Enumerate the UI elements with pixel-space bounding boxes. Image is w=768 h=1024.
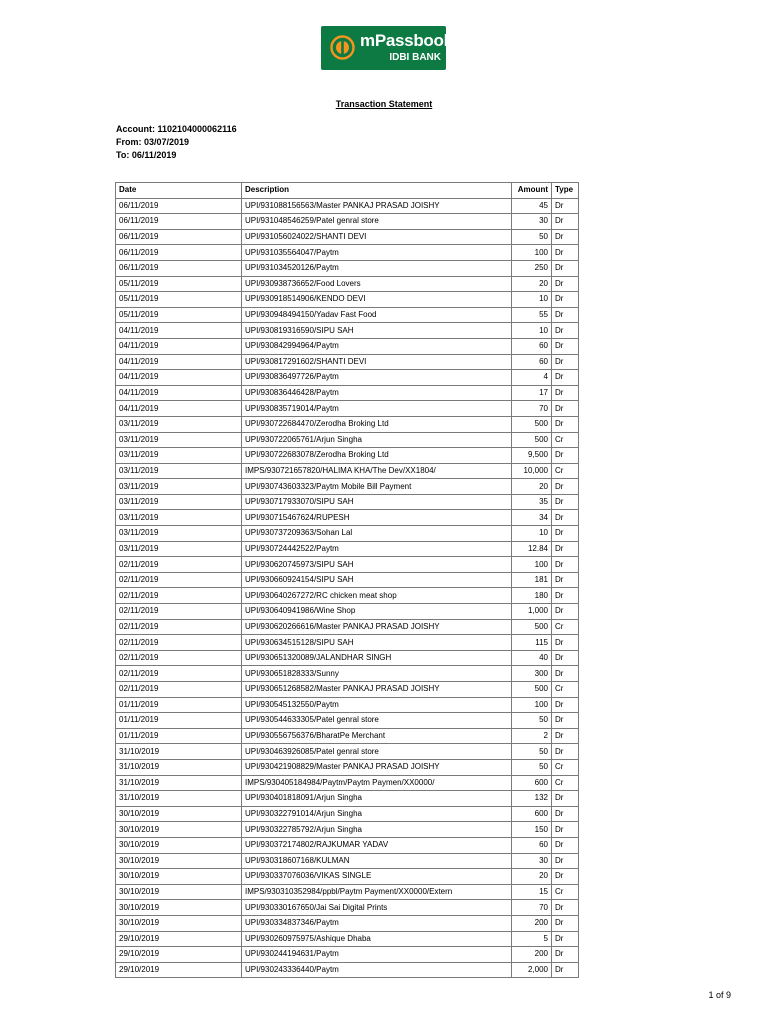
period-to: To: 06/11/2019 xyxy=(116,150,177,160)
table-row xyxy=(116,385,579,401)
cell-amount: 30 xyxy=(512,853,552,869)
cell-description: UPI/930819316590/SIPU SAH xyxy=(242,323,512,339)
cell-description: UPI/930620266616/Master PANKAJ PRASAD JOISHY xyxy=(242,619,512,635)
cell-date: 06/11/2019 xyxy=(116,260,242,276)
cell-description: UPI/930318607168/KULMAN xyxy=(242,853,512,869)
cell-date: 30/10/2019 xyxy=(116,869,242,885)
table-row xyxy=(116,292,579,308)
cell-type: Dr xyxy=(552,650,579,666)
cell-date: 03/11/2019 xyxy=(116,479,242,495)
account-number: Account: 1102104000062116 xyxy=(116,124,237,134)
cell-amount: 10 xyxy=(512,292,552,308)
cell-description: UPI/930322791014/Arjun Singha xyxy=(242,806,512,822)
cell-type: Dr xyxy=(552,292,579,308)
table-row xyxy=(116,416,579,432)
table-row xyxy=(116,806,579,822)
cell-amount: 500 xyxy=(512,432,552,448)
table-row xyxy=(116,276,579,292)
cell-type: Dr xyxy=(552,479,579,495)
cell-type: Dr xyxy=(552,588,579,604)
column-header-description: Description xyxy=(242,183,512,199)
cell-amount: 50 xyxy=(512,759,552,775)
cell-description: UPI/931034520126/Paytm xyxy=(242,260,512,276)
table-row xyxy=(116,837,579,853)
cell-type: Cr xyxy=(552,619,579,635)
table-row xyxy=(116,401,579,417)
period-from: From: 03/07/2019 xyxy=(116,137,190,147)
cell-amount: 500 xyxy=(512,682,552,698)
table-row xyxy=(116,354,579,370)
cell-type: Dr xyxy=(552,385,579,401)
transaction-rows xyxy=(116,198,579,978)
table-row xyxy=(116,245,579,261)
cell-description: UPI/930717933070/SIPU SAH xyxy=(242,494,512,510)
cell-type: Dr xyxy=(552,962,579,978)
cell-description: UPI/930722683078/Zerodha Broking Ltd xyxy=(242,448,512,464)
cell-type: Dr xyxy=(552,276,579,292)
cell-amount: 200 xyxy=(512,947,552,963)
cell-amount: 100 xyxy=(512,245,552,261)
cell-amount: 10 xyxy=(512,323,552,339)
cell-date: 29/10/2019 xyxy=(116,962,242,978)
table-row xyxy=(116,229,579,245)
cell-date: 02/11/2019 xyxy=(116,635,242,651)
column-header-date: Date xyxy=(116,183,242,199)
table-row xyxy=(116,666,579,682)
cell-type: Dr xyxy=(552,853,579,869)
cell-description: UPI/930322785792/Arjun Singha xyxy=(242,822,512,838)
cell-amount: 35 xyxy=(512,494,552,510)
cell-description: UPI/930660924154/SIPU SAH xyxy=(242,572,512,588)
cell-description: UPI/930545132550/Paytm xyxy=(242,697,512,713)
cell-description: UPI/930743603323/Paytm Mobile Bill Payment xyxy=(242,479,512,495)
table-row xyxy=(116,260,579,276)
table-row xyxy=(116,588,579,604)
cell-date: 30/10/2019 xyxy=(116,806,242,822)
cell-type: Dr xyxy=(552,245,579,261)
cell-amount: 1,000 xyxy=(512,604,552,620)
cell-date: 03/11/2019 xyxy=(116,510,242,526)
cell-description: UPI/930372174802/RAJKUMAR YADAV xyxy=(242,837,512,853)
cell-amount: 45 xyxy=(512,198,552,214)
cell-date: 03/11/2019 xyxy=(116,416,242,432)
cell-type: Dr xyxy=(552,557,579,573)
cell-description: UPI/930842994964/Paytm xyxy=(242,338,512,354)
cell-date: 30/10/2019 xyxy=(116,837,242,853)
cell-type: Dr xyxy=(552,354,579,370)
mpassbook-logo xyxy=(321,26,453,70)
cell-date: 05/11/2019 xyxy=(116,276,242,292)
cell-type: Dr xyxy=(552,947,579,963)
cell-date: 04/11/2019 xyxy=(116,338,242,354)
column-header-amount: Amount xyxy=(512,183,552,199)
cell-type: Dr xyxy=(552,541,579,557)
cell-type: Dr xyxy=(552,198,579,214)
table-row xyxy=(116,635,579,651)
table-row xyxy=(116,557,579,573)
cell-date: 04/11/2019 xyxy=(116,385,242,401)
cell-date: 02/11/2019 xyxy=(116,588,242,604)
cell-date: 06/11/2019 xyxy=(116,245,242,261)
cell-type: Cr xyxy=(552,463,579,479)
cell-amount: 181 xyxy=(512,572,552,588)
table-row xyxy=(116,947,579,963)
cell-type: Dr xyxy=(552,370,579,386)
cell-date: 31/10/2019 xyxy=(116,759,242,775)
cell-date: 05/11/2019 xyxy=(116,307,242,323)
cell-type: Cr xyxy=(552,884,579,900)
cell-description: UPI/930544633305/Patel genral store xyxy=(242,713,512,729)
table-row xyxy=(116,853,579,869)
cell-date: 29/10/2019 xyxy=(116,947,242,963)
cell-amount: 600 xyxy=(512,806,552,822)
cell-type: Dr xyxy=(552,604,579,620)
cell-amount: 132 xyxy=(512,791,552,807)
cell-amount: 40 xyxy=(512,650,552,666)
cell-type: Dr xyxy=(552,510,579,526)
cell-type: Dr xyxy=(552,494,579,510)
table-row xyxy=(116,650,579,666)
cell-description: UPI/930722065761/Arjun Singha xyxy=(242,432,512,448)
cell-date: 30/10/2019 xyxy=(116,853,242,869)
cell-type: Dr xyxy=(552,822,579,838)
cell-date: 03/11/2019 xyxy=(116,432,242,448)
cell-amount: 50 xyxy=(512,229,552,245)
cell-amount: 50 xyxy=(512,744,552,760)
cell-type: Dr xyxy=(552,806,579,822)
cell-type: Dr xyxy=(552,931,579,947)
cell-description: UPI/930401818091/Arjun Singha xyxy=(242,791,512,807)
cell-description: UPI/931088156563/Master PANKAJ PRASAD JOISHY xyxy=(242,198,512,214)
table-header-row xyxy=(116,183,579,199)
cell-amount: 20 xyxy=(512,869,552,885)
cell-type: Dr xyxy=(552,713,579,729)
cell-date: 03/11/2019 xyxy=(116,541,242,557)
cell-description: UPI/930334837346/Paytm xyxy=(242,915,512,931)
table-row xyxy=(116,791,579,807)
cell-description: UPI/930651828333/Sunny xyxy=(242,666,512,682)
table-row xyxy=(116,307,579,323)
cell-description: UPI/930620745973/SIPU SAH xyxy=(242,557,512,573)
table-row xyxy=(116,198,579,214)
cell-type: Dr xyxy=(552,214,579,230)
cell-amount: 50 xyxy=(512,713,552,729)
cell-date: 31/10/2019 xyxy=(116,744,242,760)
table-row xyxy=(116,510,579,526)
cell-amount: 17 xyxy=(512,385,552,401)
table-row xyxy=(116,370,579,386)
cell-type: Cr xyxy=(552,682,579,698)
cell-description: UPI/930244194631/Paytm xyxy=(242,947,512,963)
cell-amount: 70 xyxy=(512,401,552,417)
cell-description: UPI/930243336440/Paytm xyxy=(242,962,512,978)
cell-date: 30/10/2019 xyxy=(116,884,242,900)
cell-type: Dr xyxy=(552,666,579,682)
cell-date: 02/11/2019 xyxy=(116,619,242,635)
cell-description: UPI/931035564047/Paytm xyxy=(242,245,512,261)
cell-type: Dr xyxy=(552,697,579,713)
logo-title: mPassbook xyxy=(360,31,453,50)
cell-amount: 100 xyxy=(512,557,552,573)
cell-type: Dr xyxy=(552,307,579,323)
cell-date: 02/11/2019 xyxy=(116,666,242,682)
cell-amount: 500 xyxy=(512,416,552,432)
cell-amount: 200 xyxy=(512,915,552,931)
cell-amount: 12.84 xyxy=(512,541,552,557)
table-row xyxy=(116,541,579,557)
cell-description: UPI/930640267272/RC chicken meat shop xyxy=(242,588,512,604)
table-row xyxy=(116,604,579,620)
cell-description: UPI/930817291602/SHANTI DEVI xyxy=(242,354,512,370)
cell-description: UPI/930948494150/Yadav Fast Food xyxy=(242,307,512,323)
table-row xyxy=(116,214,579,230)
cell-date: 05/11/2019 xyxy=(116,292,242,308)
table-row xyxy=(116,822,579,838)
cell-description: UPI/930722684470/Zerodha Broking Ltd xyxy=(242,416,512,432)
cell-description: UPI/930640941986/Wine Shop xyxy=(242,604,512,620)
cell-description: UPI/931056024022/SHANTI DEVI xyxy=(242,229,512,245)
cell-amount: 2 xyxy=(512,728,552,744)
cell-amount: 60 xyxy=(512,837,552,853)
cell-date: 02/11/2019 xyxy=(116,557,242,573)
cell-description: UPI/931048546259/Patel genral store xyxy=(242,214,512,230)
statement-title: Transaction Statement xyxy=(335,99,433,109)
cell-description: UPI/930836497726/Paytm xyxy=(242,370,512,386)
cell-date: 04/11/2019 xyxy=(116,370,242,386)
table-row xyxy=(116,572,579,588)
cell-description: UPI/930715467624/RUPESH xyxy=(242,510,512,526)
cell-amount: 60 xyxy=(512,338,552,354)
cell-description: UPI/930651268582/Master PANKAJ PRASAD JOISHY xyxy=(242,682,512,698)
cell-amount: 4 xyxy=(512,370,552,386)
table-row xyxy=(116,338,579,354)
cell-description: IMPS/930310352984/ppbl/Paytm Payment/XX0000/Extern xyxy=(242,884,512,900)
cell-amount: 34 xyxy=(512,510,552,526)
table-row xyxy=(116,463,579,479)
cell-description: UPI/930737209363/Sohan Lal xyxy=(242,526,512,542)
table-row xyxy=(116,884,579,900)
cell-date: 03/11/2019 xyxy=(116,448,242,464)
cell-description: IMPS/930721657820/HALIMA KHA/The Dev/XX1804/ xyxy=(242,463,512,479)
cell-date: 30/10/2019 xyxy=(116,822,242,838)
cell-description: IMPS/930405184984/Paytm/Paytm Paymen/XX0000/ xyxy=(242,775,512,791)
cell-date: 03/11/2019 xyxy=(116,463,242,479)
cell-description: UPI/930938736652/Food Lovers xyxy=(242,276,512,292)
table-row xyxy=(116,775,579,791)
cell-type: Dr xyxy=(552,791,579,807)
cell-date: 06/11/2019 xyxy=(116,229,242,245)
cell-date: 04/11/2019 xyxy=(116,323,242,339)
cell-date: 02/11/2019 xyxy=(116,604,242,620)
table-row xyxy=(116,915,579,931)
cell-description: UPI/930463926085/Patel genral store xyxy=(242,744,512,760)
cell-description: UPI/930918514906/KENDO DEVI xyxy=(242,292,512,308)
cell-date: 02/11/2019 xyxy=(116,572,242,588)
table-row xyxy=(116,869,579,885)
table-row xyxy=(116,494,579,510)
cell-type: Cr xyxy=(552,759,579,775)
cell-type: Dr xyxy=(552,728,579,744)
idbi-emblem-icon xyxy=(330,35,355,60)
cell-amount: 180 xyxy=(512,588,552,604)
column-header-type: Type xyxy=(552,183,579,199)
table-row xyxy=(116,526,579,542)
logo-subtitle: IDBI BANK xyxy=(389,52,441,63)
cell-type: Dr xyxy=(552,338,579,354)
cell-amount: 115 xyxy=(512,635,552,651)
cell-type: Dr xyxy=(552,837,579,853)
cell-date: 01/11/2019 xyxy=(116,713,242,729)
cell-type: Dr xyxy=(552,572,579,588)
cell-amount: 2,000 xyxy=(512,962,552,978)
table-row xyxy=(116,619,579,635)
cell-description: UPI/930835719014/Paytm xyxy=(242,401,512,417)
cell-amount: 5 xyxy=(512,931,552,947)
cell-type: Dr xyxy=(552,635,579,651)
cell-amount: 55 xyxy=(512,307,552,323)
cell-amount: 250 xyxy=(512,260,552,276)
cell-date: 06/11/2019 xyxy=(116,198,242,214)
cell-amount: 10 xyxy=(512,526,552,542)
cell-date: 31/10/2019 xyxy=(116,791,242,807)
cell-type: Dr xyxy=(552,900,579,916)
cell-description: UPI/930556756376/BharatPe Merchant xyxy=(242,728,512,744)
cell-type: Dr xyxy=(552,744,579,760)
cell-type: Dr xyxy=(552,401,579,417)
cell-amount: 600 xyxy=(512,775,552,791)
transaction-table xyxy=(115,182,579,978)
cell-amount: 20 xyxy=(512,276,552,292)
cell-type: Dr xyxy=(552,229,579,245)
cell-type: Dr xyxy=(552,869,579,885)
table-row xyxy=(116,323,579,339)
table-row xyxy=(116,744,579,760)
cell-amount: 300 xyxy=(512,666,552,682)
cell-date: 06/11/2019 xyxy=(116,214,242,230)
cell-amount: 70 xyxy=(512,900,552,916)
table-row xyxy=(116,682,579,698)
table-row xyxy=(116,697,579,713)
table-row xyxy=(116,713,579,729)
cell-type: Dr xyxy=(552,915,579,931)
cell-amount: 30 xyxy=(512,214,552,230)
cell-description: UPI/930260975975/Ashique Dhaba xyxy=(242,931,512,947)
table-row xyxy=(116,479,579,495)
cell-date: 30/10/2019 xyxy=(116,900,242,916)
cell-date: 30/10/2019 xyxy=(116,915,242,931)
cell-type: Dr xyxy=(552,416,579,432)
table-row xyxy=(116,931,579,947)
cell-amount: 9,500 xyxy=(512,448,552,464)
cell-date: 01/11/2019 xyxy=(116,728,242,744)
cell-date: 03/11/2019 xyxy=(116,494,242,510)
table-row xyxy=(116,962,579,978)
cell-description: UPI/930634515128/SIPU SAH xyxy=(242,635,512,651)
cell-amount: 60 xyxy=(512,354,552,370)
cell-date: 31/10/2019 xyxy=(116,775,242,791)
cell-description: UPI/930421908829/Master PANKAJ PRASAD JOISHY xyxy=(242,759,512,775)
cell-description: UPI/930337076036/VIKAS SINGLE xyxy=(242,869,512,885)
cell-date: 01/11/2019 xyxy=(116,697,242,713)
cell-amount: 500 xyxy=(512,619,552,635)
cell-type: Cr xyxy=(552,775,579,791)
table-row xyxy=(116,728,579,744)
cell-type: Dr xyxy=(552,323,579,339)
cell-type: Cr xyxy=(552,432,579,448)
cell-type: Dr xyxy=(552,260,579,276)
cell-amount: 150 xyxy=(512,822,552,838)
table-row xyxy=(116,432,579,448)
cell-date: 29/10/2019 xyxy=(116,931,242,947)
cell-amount: 20 xyxy=(512,479,552,495)
cell-amount: 100 xyxy=(512,697,552,713)
cell-date: 04/11/2019 xyxy=(116,354,242,370)
cell-amount: 15 xyxy=(512,884,552,900)
cell-date: 02/11/2019 xyxy=(116,682,242,698)
table-row xyxy=(116,759,579,775)
cell-date: 03/11/2019 xyxy=(116,526,242,542)
table-row xyxy=(116,900,579,916)
cell-description: UPI/930724442522/Paytm xyxy=(242,541,512,557)
cell-type: Dr xyxy=(552,448,579,464)
cell-description: UPI/930330167650/Jai Sai Digital Prints xyxy=(242,900,512,916)
table-row xyxy=(116,448,579,464)
cell-description: UPI/930651320089/JALANDHAR SINGH xyxy=(242,650,512,666)
cell-amount: 10,000 xyxy=(512,463,552,479)
cell-date: 02/11/2019 xyxy=(116,650,242,666)
cell-description: UPI/930836446428/Paytm xyxy=(242,385,512,401)
cell-type: Dr xyxy=(552,526,579,542)
cell-date: 04/11/2019 xyxy=(116,401,242,417)
page-number: 1 of 9 xyxy=(708,990,731,1000)
